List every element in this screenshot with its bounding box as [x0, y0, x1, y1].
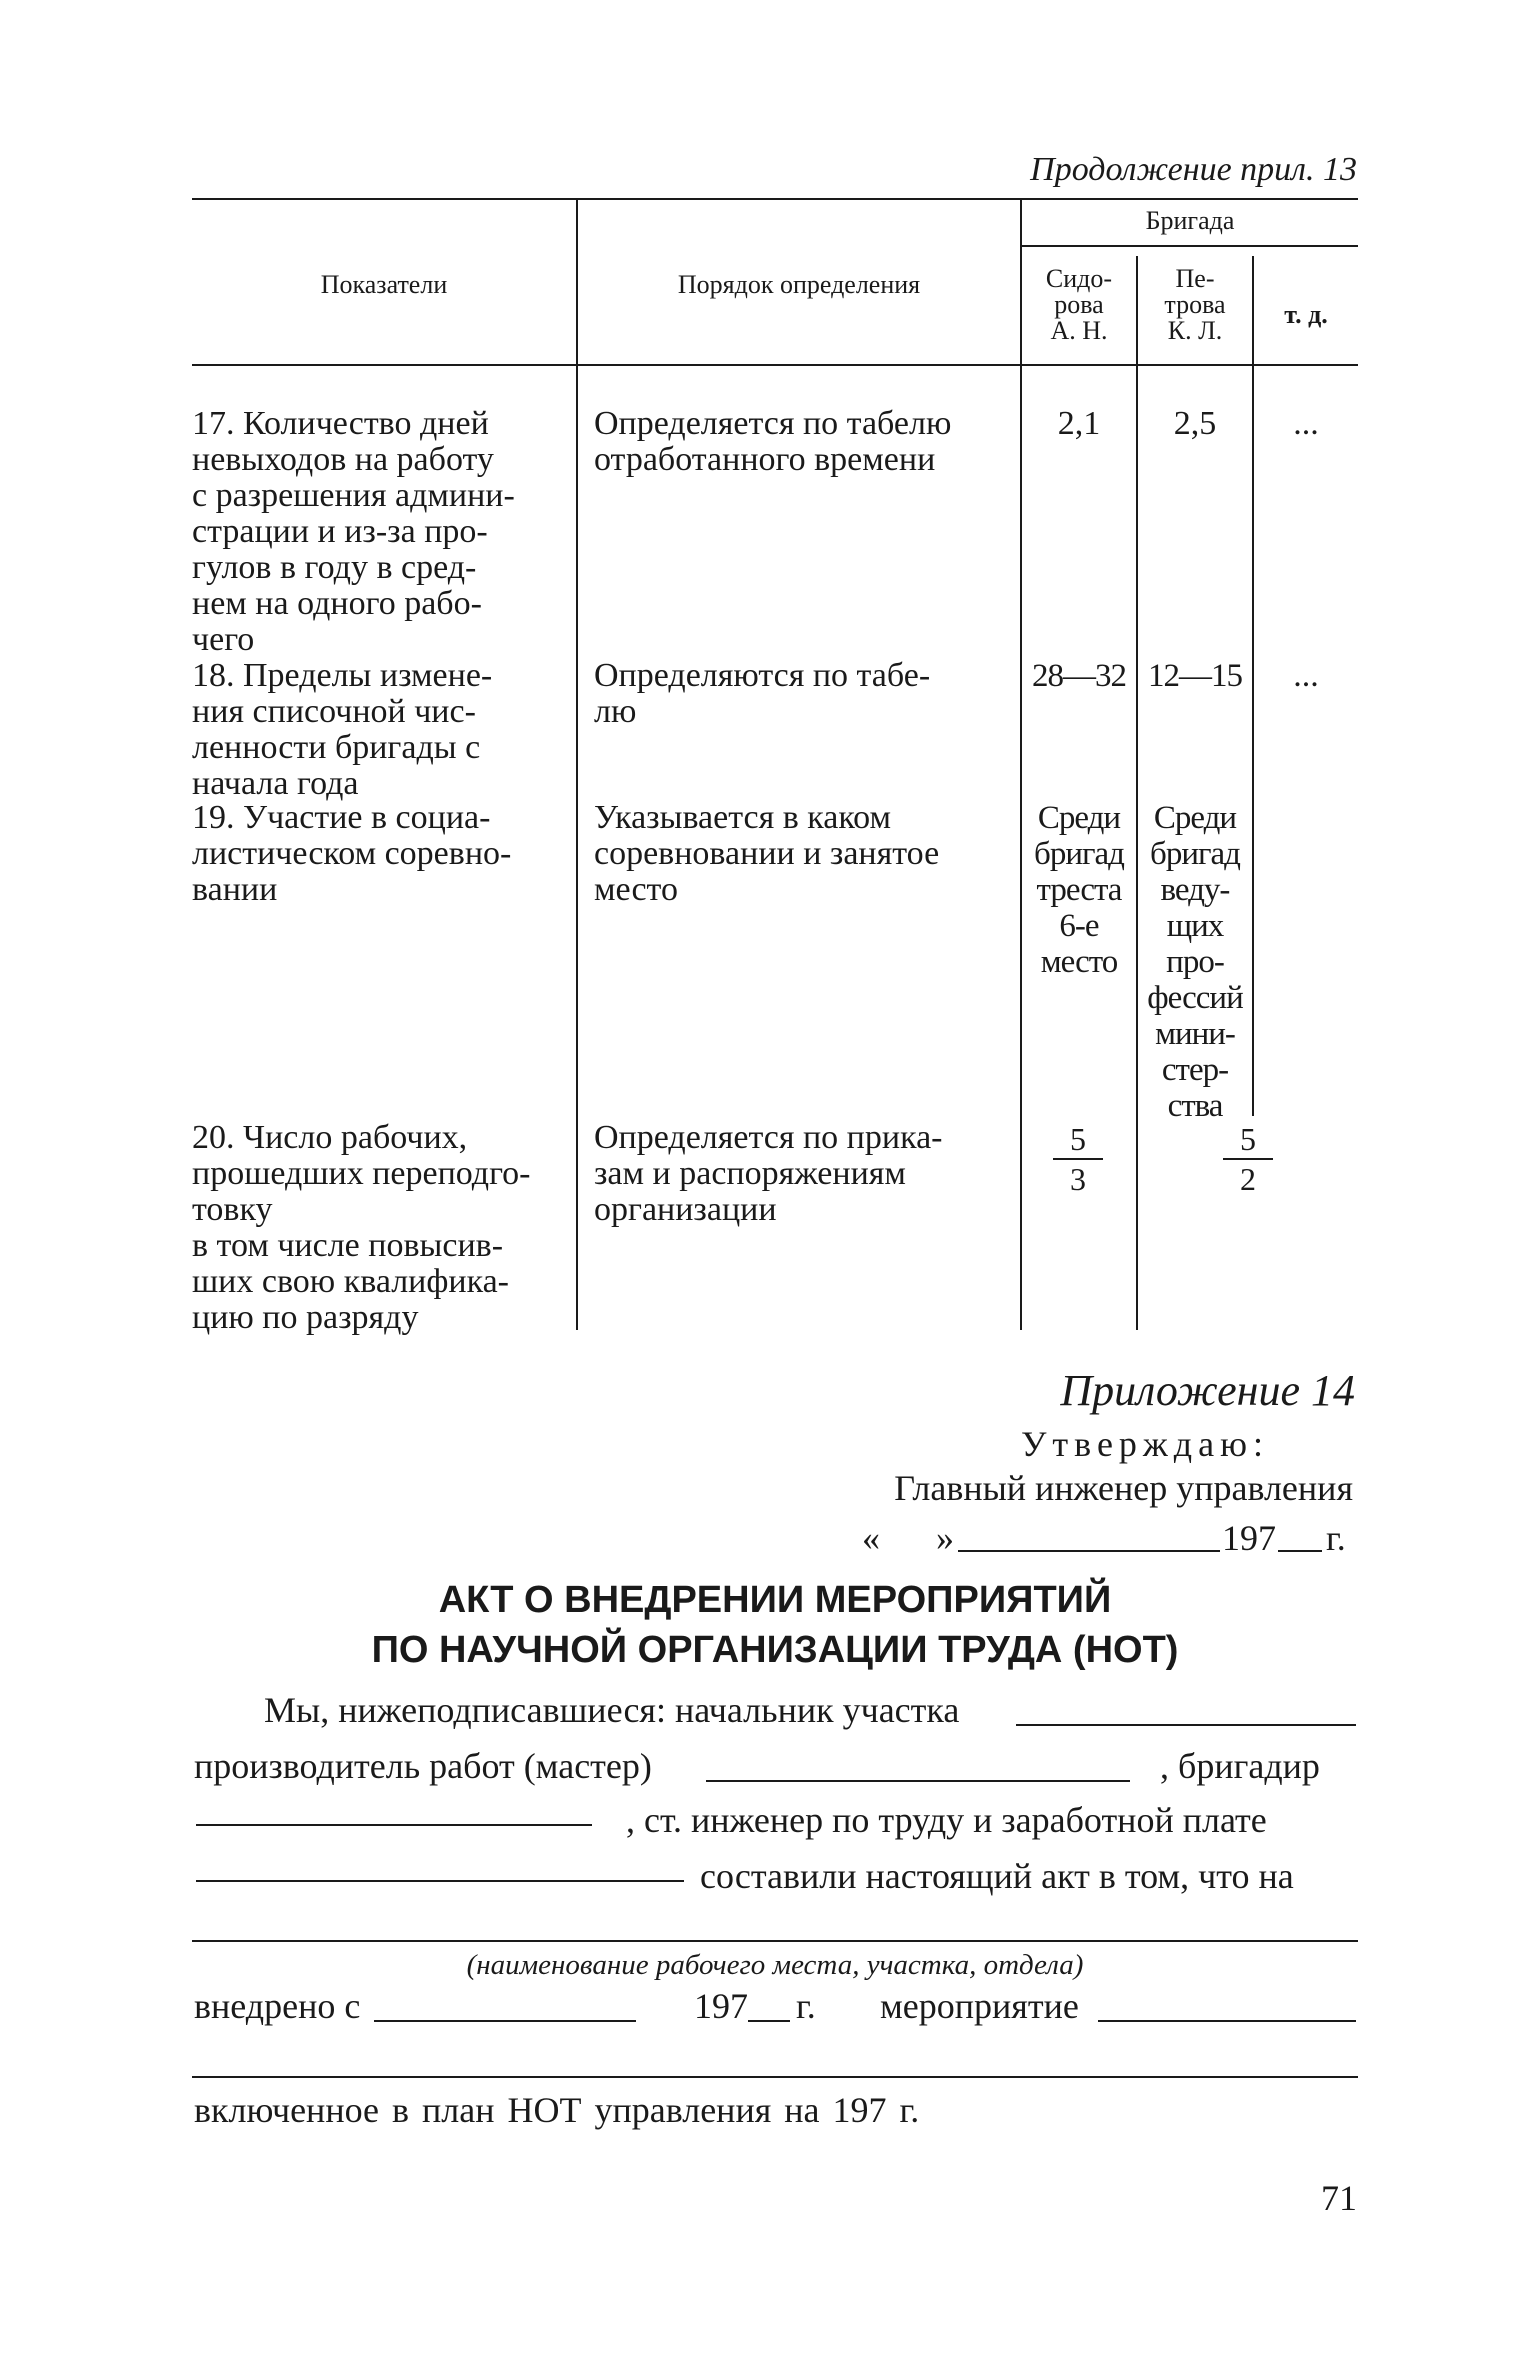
page-number: 71	[1321, 2178, 1357, 2218]
row-18-indicator-line: 18. Пределы измене-	[192, 657, 493, 694]
row-17-procedure	[594, 406, 1014, 478]
section-chief-blank[interactable]	[1016, 1724, 1356, 1726]
row-18-procedure-line: лю	[594, 693, 637, 730]
measure-blank[interactable]	[1098, 2020, 1356, 2022]
workplace-blank[interactable]	[192, 1940, 1358, 1942]
row-19-indicator-line: листическом соревно-	[192, 835, 512, 872]
row-19-petrova-line: ства	[1167, 1088, 1223, 1124]
labor-engineer-blank[interactable]	[196, 1880, 684, 1882]
row-19-sidorova	[1022, 800, 1136, 980]
row-20-sidorova-fraction	[1048, 1122, 1108, 1196]
row-17-indicator-line: нем на одного рабо-	[192, 585, 482, 622]
act-line-6d: мероприятие	[880, 1986, 1079, 2026]
row-17-indicator-line: 17. Количество дней	[192, 405, 489, 442]
row-17-indicator-line: гулов в году в сред-	[192, 549, 477, 586]
appendix-title: Приложение 14	[1060, 1366, 1355, 1415]
row-19-procedure-line: соревновании и занятое	[594, 835, 940, 872]
row-20-indicator-line: цию по разряду	[192, 1299, 419, 1336]
row-19-petrova-line: щих	[1166, 908, 1224, 944]
row-17-etc: ...	[1293, 405, 1319, 442]
quote-close: »	[936, 1518, 954, 1558]
row-20-petrova-fraction	[1218, 1122, 1278, 1196]
row-17-indicator-line: с разрешения админи-	[192, 477, 515, 514]
row-17-indicator-line: чего	[192, 621, 255, 658]
row-19-procedure	[594, 800, 1018, 908]
workplace-caption: (наименование рабочего места, участка, отдела)	[466, 1949, 1084, 1981]
row-20-indicator-line: ших свою квалифика-	[192, 1263, 510, 1300]
fraction-numerator: 5	[1240, 1121, 1256, 1157]
row-19-petrova-line: про-	[1166, 944, 1224, 980]
act-line-6c: г.	[796, 1986, 816, 2026]
act-line-2b: , бригадир	[1160, 1746, 1320, 1786]
act-line-3: , ст. инженер по труду и заработной плате	[626, 1800, 1267, 1840]
row-20-procedure	[594, 1120, 1018, 1228]
header-indicators: Показатели	[320, 270, 448, 299]
header-procedure: Порядок определения	[677, 270, 921, 299]
row-20-indicator-line: в том числе повысив-	[192, 1227, 504, 1264]
act-line-6a: внедрено с	[194, 1986, 361, 2026]
fraction-denominator: 2	[1240, 1161, 1256, 1197]
row-19-indicator	[192, 800, 564, 908]
row-19-petrova-line: бригад	[1150, 836, 1240, 872]
row-18-petrova: 12—15	[1148, 658, 1242, 694]
table-top-rule	[192, 198, 1358, 200]
row-18-sidorova: 28—32	[1032, 658, 1126, 694]
table-header-bottom-rule	[192, 364, 1358, 366]
row-19-petrova-line: стер-	[1161, 1052, 1229, 1088]
row-18-indicator-line: ния списочной чис-	[192, 693, 476, 730]
fraction-denominator: 3	[1070, 1161, 1086, 1197]
header-petrova-line-2: трова	[1164, 290, 1226, 319]
brigade-header-rule	[1020, 245, 1358, 247]
row-18-indicator	[192, 658, 564, 802]
row-20-procedure-line: Определяется по прика-	[594, 1119, 943, 1156]
row-20-indicator-line: товку	[192, 1191, 273, 1228]
date-blank[interactable]	[958, 1550, 1220, 1552]
header-petrova	[1138, 266, 1252, 344]
row-18-etc: ...	[1293, 657, 1319, 694]
header-sidorova	[1022, 266, 1136, 344]
row-19-sidorova-line: треста	[1036, 872, 1122, 908]
running-head: Продолжение прил. 13	[1030, 151, 1357, 188]
col-divider-2	[1020, 198, 1022, 1330]
row-20-indicator-line: прошедших переподго-	[192, 1155, 531, 1192]
row-17-sidorova: 2,1	[1057, 405, 1101, 442]
row-17-petrova: 2,5	[1173, 405, 1217, 442]
row-19-procedure-line: место	[594, 871, 678, 908]
header-etc: т. д.	[1284, 300, 1328, 329]
act-line-8: включенное в план НОТ управления на 197 г.	[194, 2090, 920, 2130]
col-divider-1	[576, 198, 578, 1330]
chief-engineer: Главный инженер управления	[894, 1468, 1353, 1508]
brigadier-blank[interactable]	[196, 1824, 592, 1826]
act-title-line-2: ПО НАУЧНОЙ ОРГАНИЗАЦИИ ТРУДА (НОТ)	[371, 1629, 1179, 1671]
row-20-indicator-line: 20. Число рабочих,	[192, 1119, 468, 1156]
header-petrova-line-1: Пе-	[1175, 264, 1215, 293]
row-18-indicator-line: ленности бригады с	[192, 729, 481, 766]
row-17-procedure-line: отработанного времени	[594, 441, 936, 478]
row-19-sidorova-line: место	[1040, 944, 1118, 980]
row-19-petrova-line: Среди	[1153, 800, 1237, 836]
year-blank[interactable]	[1278, 1550, 1322, 1552]
row-18-procedure	[594, 658, 1018, 730]
approval-year-suffix: г.	[1326, 1518, 1346, 1558]
row-19-petrova	[1138, 800, 1252, 1124]
row-20-procedure-line: зам и распоряжениям	[594, 1155, 906, 1192]
row-19-petrova-line: фессий	[1147, 980, 1243, 1016]
header-petrova-line-3: К. Л.	[1167, 316, 1223, 345]
header-brigade: Бригада	[1145, 206, 1235, 235]
row-19-indicator-line: вании	[192, 871, 278, 908]
header-sidorova-line-2: рова	[1054, 290, 1104, 319]
header-sidorova-line-3: А. Н.	[1050, 316, 1108, 345]
row-19-sidorova-line: 6-е	[1059, 908, 1099, 944]
measure-continuation-blank[interactable]	[192, 2076, 1358, 2078]
act-line-1: Мы, нижеподписавшиеся: начальник участка	[264, 1690, 960, 1730]
row-19-sidorova-line: Среди	[1037, 800, 1121, 836]
introduced-year-blank[interactable]	[748, 2020, 790, 2022]
approval-date-line	[862, 1518, 880, 1558]
fraction-bar	[1223, 1158, 1273, 1160]
quote-close-wrap	[936, 1518, 954, 1558]
fraction-bar	[1053, 1158, 1103, 1160]
row-19-sidorova-line: бригад	[1034, 836, 1124, 872]
quote-open: «	[862, 1518, 880, 1558]
header-sidorova-line-1: Сидо-	[1045, 264, 1113, 293]
approval-year: 197	[1222, 1518, 1276, 1558]
row-18-procedure-line: Определяются по табе-	[594, 657, 931, 694]
act-line-6b: 197	[694, 1986, 748, 2026]
row-17-indicator-line: невыходов на работу	[192, 441, 494, 478]
row-19-indicator-line: 19. Участие в социа-	[192, 799, 491, 836]
act-line-2a: производитель работ (мастер)	[194, 1746, 652, 1786]
approval-word: Утверждаю:	[1020, 1424, 1269, 1464]
row-19-procedure-line: Указывается в каком	[594, 799, 892, 836]
row-20-procedure-line: организации	[594, 1191, 777, 1228]
row-19-petrova-line: веду-	[1160, 872, 1230, 908]
foreman-blank[interactable]	[706, 1780, 1130, 1782]
act-title-line-1: АКТ О ВНЕДРЕНИИ МЕРОПРИЯТИЙ	[438, 1579, 1112, 1621]
introduced-date-blank[interactable]	[374, 2020, 636, 2022]
row-17-indicator-line: страции и из-за про-	[192, 513, 488, 550]
row-19-petrova-line: мини-	[1155, 1016, 1235, 1052]
row-17-indicator	[192, 406, 564, 658]
row-17-procedure-line: Определяется по табелю	[594, 405, 952, 442]
row-20-indicator	[192, 1120, 564, 1336]
row-18-indicator-line: начала года	[192, 765, 359, 802]
fraction-numerator: 5	[1070, 1121, 1086, 1157]
act-line-4: составили настоящий акт в том, что на	[700, 1856, 1294, 1896]
